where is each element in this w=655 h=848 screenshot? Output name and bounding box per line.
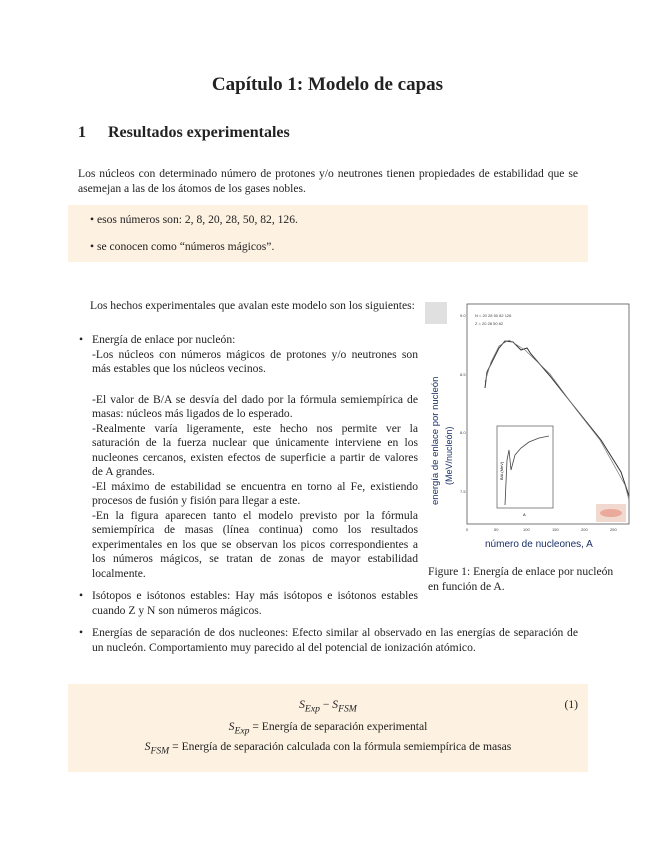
x-axis-label: número de nucleones, A bbox=[485, 539, 593, 550]
bullet-separation bbox=[92, 626, 578, 655]
bullet-line: -El máximo de estabilidad se encuentra en torno al Fe, existiendo procesos de fusión y fisión para llegar a este. bbox=[92, 479, 418, 507]
ytick: 9.0 bbox=[460, 313, 466, 318]
section-number: 1 bbox=[78, 124, 86, 141]
highlight-item: • se conocen como “números mágicos”. bbox=[90, 240, 275, 253]
ytick: 7.5 bbox=[460, 489, 466, 494]
magic-numbers-box bbox=[68, 205, 588, 262]
highlight-item: • esos números son: 2, 8, 20, 28, 50, 82, 126. bbox=[90, 213, 298, 226]
symbol: S bbox=[299, 698, 305, 711]
equation-box bbox=[68, 684, 588, 772]
section-title: Resultados experimentales bbox=[108, 124, 290, 141]
xtick: 0 bbox=[466, 527, 469, 532]
bullet-line: -En la figura aparecen tanto el modelo previsto por la fórmula semiempírica de masas (línea continua) como los resultados experimentales en los que se observan los picos correspondientes a los números mágicos, se tratan de zonas de mayor estabilidad localmente. bbox=[92, 508, 418, 580]
ytick: 8.5 bbox=[460, 372, 466, 377]
inset-ylabel: B/A (MeV) bbox=[499, 461, 504, 480]
bullet-line: -Los núcleos con números mágicos de protones y/o neutrones son más estables que los núcleos vecinos. bbox=[92, 347, 418, 375]
xtick: 250 bbox=[610, 527, 617, 532]
xtick: 150 bbox=[552, 527, 559, 532]
definition-text: = Energía de separación calculada con la fórmula semiempírica de masas bbox=[172, 740, 512, 753]
definition-fsm bbox=[68, 740, 588, 756]
ytick: 8.0 bbox=[460, 430, 466, 435]
smudge bbox=[425, 302, 447, 324]
subscript: FSM bbox=[150, 745, 170, 757]
bullet-isotopes: • Isótopos e isótonos estables: Hay más isótopos e isótonos estables cuando Z y N son números mágicos. bbox=[92, 589, 418, 618]
highlight-text: se conocen como “números mágicos”. bbox=[96, 240, 275, 253]
highlight-text: esos números son: 2, 8, 20, 28, 50, 82, 126. bbox=[96, 213, 298, 226]
figure-caption: Figure 1: Energía de enlace por nucleón en función de A. bbox=[428, 565, 614, 593]
xtick: 50 bbox=[494, 527, 499, 532]
facts-intro: Los hechos experimentales que avalan este modelo son los siguientes: bbox=[90, 299, 415, 312]
y-axis-label: energía de enlace por nucleón bbox=[430, 376, 441, 505]
z-row-label: Z = 20 28 50 82 bbox=[475, 321, 504, 326]
section-heading bbox=[78, 124, 312, 142]
chapter-title: Capítulo 1: Modelo de capas bbox=[211, 74, 444, 95]
inset-xlabel: A bbox=[523, 512, 526, 517]
equation-main: $S_{Exp} - S_{FSM}$ bbox=[299, 698, 357, 715]
bullet-text: Energías de separación de dos nucleones: Efecto similar al observado en las energías de separación de un nucleón. Comportamiento muy parecido al del potencial de ionización atómico. bbox=[92, 626, 578, 654]
definition-text: = Energía de separación experimental bbox=[252, 720, 428, 733]
xtick: 200 bbox=[581, 527, 588, 532]
equation-number: (1) bbox=[564, 698, 578, 711]
y-axis-unit: (MeV/nucleón) bbox=[444, 426, 454, 485]
intro-paragraph: Los núcleos con determinado número de protones y/o neutrones tienen propiedades de estabilidad que se asemejan a las de los átomos de los gases nobles. bbox=[78, 167, 578, 195]
bullet-binding-energy bbox=[92, 333, 418, 581]
symbol: S bbox=[228, 720, 235, 733]
binding-energy-figure bbox=[425, 300, 637, 555]
bullet-text: • Energía de enlace por nucleón: bbox=[92, 333, 236, 346]
symbol: S bbox=[332, 698, 339, 711]
smudge bbox=[600, 509, 622, 517]
symbol: S bbox=[144, 740, 151, 753]
subscript: FSM bbox=[338, 703, 357, 715]
subscript: Exp bbox=[304, 703, 320, 715]
subscript: Exp bbox=[234, 725, 250, 737]
xtick: 100 bbox=[523, 527, 530, 532]
definition-exp bbox=[68, 720, 588, 736]
n-row-label: N = 20 28 50 82 126 bbox=[475, 313, 512, 318]
bullet-line: -El valor de B/A se desvía del dado por la fórmula semiempírica de masas: núcleos más ligados de lo esperado. bbox=[92, 392, 418, 420]
bullet-line: -Realmente varía ligeramente, este hecho nos permite ver la saturación de la fuerza nuclear que únicamente interviene en los nucleones cercanos, existen efectos de superficie a partir de valores de A grandes. bbox=[92, 421, 418, 478]
